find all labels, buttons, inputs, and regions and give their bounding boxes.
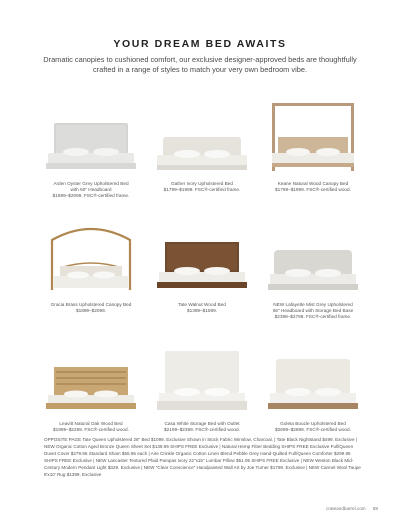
intro-text: Dramatic canopies to cushioned comfort, our exclusive designer-approved beds are thoughtfully crafted in a range of styles to match your very own bedroom vibe.	[43, 55, 357, 74]
bed-image-casa[interactable]	[143, 337, 261, 419]
product-card-goleta[interactable]	[254, 337, 372, 433]
product-caption: Arden Oyster Grey Upholstered Bed with 60" Headboard $1899–$2099. FSC®-certified frame.	[52, 181, 130, 199]
bed-image-keane[interactable]	[254, 97, 372, 179]
product-card-leavitt[interactable]	[32, 337, 150, 433]
product-card-lafayette[interactable]	[254, 218, 372, 321]
footnote-credits: OPPOSITE PAGE Tate Queen Upholstered 28" Bed $1099. Exclusive Shown in Stock Fabric Winslow, Charcoal. | Tate Black Nightstand $499. Exclusive | NEW Organic Cotton Aged Bronze Queen Sheet Set $139.95 SHIPS FREE Exclusive | Natural Hemp Fiber Bedding SHIPS FREE Exclusive Full/Queen Duvet Cover $279.95 Standard Sham $55.95 each | Aire Crinkle Organic Cotton Linen Blend Pebble Grey Hand-Quilted Full/Queen Comforter $299.95 SHIPS FREE Exclusive | NEW Lancaster Textured Plaid Pampas Ivory 22"x15" Lumbar Pillow $51.95 SHIPS FREE Exclusive | NEW Weston Black Mid-Century Modern Pendant Light $329. Exclusive | NEW "Clear Conscience" Handpainted Wall Art by Joe Turner $1799. Exclusive | NEW Carmel Wool Taupe 8'x10' Rug $1399. Exclusive	[44, 437, 361, 477]
product-caption: Leavitt Natural Oak Wood Bed $1999–$2299. FSC®-certified wood.	[53, 421, 129, 433]
bed-image-goleta[interactable]	[254, 337, 372, 419]
bed-image-arden[interactable]	[32, 97, 150, 179]
product-card-gracia[interactable]	[32, 218, 150, 314]
page-headline: YOUR DREAM BED AWAITS	[113, 38, 287, 50]
product-caption: Casa White Storage Bed with Outlet $2199–$2399. FSC®-certified wood.	[164, 421, 240, 433]
site-url[interactable]: crateandbarrel.com	[326, 506, 366, 511]
bed-image-gracia[interactable]	[32, 218, 150, 300]
bed-image-lafayette[interactable]	[254, 218, 372, 300]
product-caption: Tate Walnut Wood Bed $1399–$1599.	[178, 302, 226, 314]
product-card-arden[interactable]	[32, 97, 150, 200]
product-card-gather[interactable]	[143, 97, 261, 193]
bed-image-gather[interactable]	[143, 97, 261, 179]
page-number: 59	[372, 506, 378, 511]
product-card-casa[interactable]	[143, 337, 261, 433]
product-card-tate[interactable]	[143, 218, 261, 314]
product-caption: Goleta Boucle Upholstered Bed $2699–$2899. FSC®-certified wood.	[275, 421, 351, 433]
product-caption: Gather Ivory Upholstered Bed $1799–$1999. FSC®-certified frame.	[163, 181, 241, 193]
product-caption: Gracia Brass Upholstered Canopy Bed $1899–$2099.	[50, 302, 132, 314]
product-caption: NEW Lafayette Mist Grey Upholstered 56" Headboard with Storage Bed Base $2398–$2798. FSC®-certified frame.	[272, 302, 354, 320]
product-caption: Keane Natural Wood Canopy Bed $1799–$1999. FSC®-certified wood.	[275, 181, 351, 193]
bed-image-leavitt[interactable]	[32, 337, 150, 419]
bed-image-tate[interactable]	[143, 218, 261, 300]
page-footer	[320, 506, 378, 511]
product-card-keane[interactable]	[254, 97, 372, 193]
